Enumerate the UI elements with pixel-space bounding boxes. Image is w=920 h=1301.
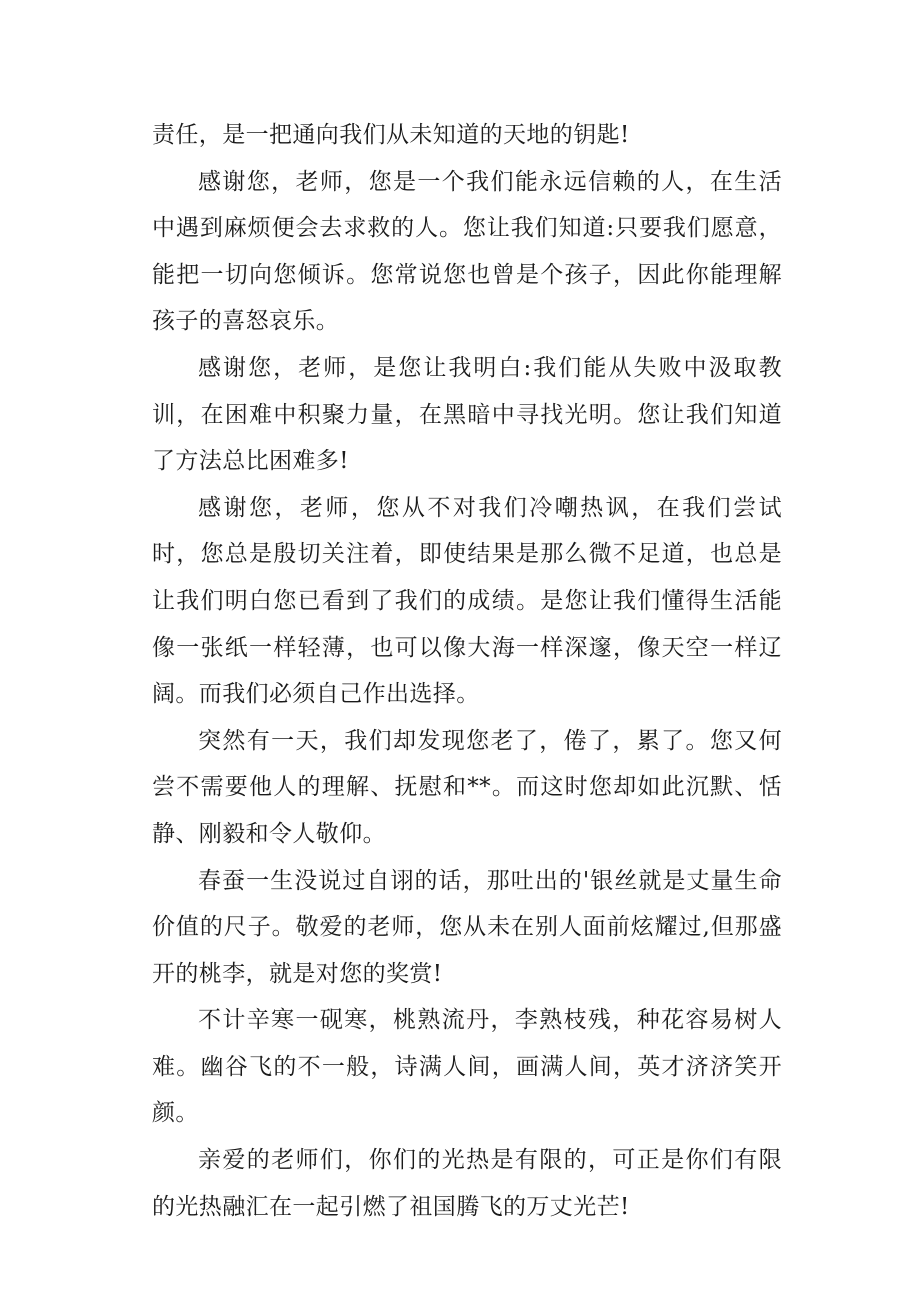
paragraph-6: 春蚕一生没说过自诩的话，那吐出的'银丝就是丈量生命价值的尺子。敬爱的老师，您从未在别人面前炫耀过,但那盛开的桃李，就是对您的奖赏!: [152, 867, 782, 987]
paragraph-4: 感谢您，老师，您从不对我们冷嘲热讽，在我们尝试时，您总是殷切关注着，即使结果是那么微不足道，也总是让我们明白您已看到了我们的成绩。是您让我们懂得生活能像一张纸一样轻薄，也可以像大海一样深邃，像天空一样辽阔。而我们必须自己作出选择。: [152, 494, 782, 708]
paragraph-5: 突然有一天，我们却发现您老了，倦了，累了。您又何尝不需要他人的理解、抚慰和**。而这时您却如此沉默、恬静、刚毅和令人敬仰。: [152, 727, 782, 847]
paragraph-1: 责任，是一把通向我们从未知道的天地的钥匙!: [152, 122, 630, 148]
paragraph-7: 不计辛寒一砚寒，桃熟流丹，李熟枝残，种花容易树人难。幽谷飞的不一般，诗满人间，画满人间，英才济济笑开颜。: [152, 1007, 782, 1127]
document-body: [152, 112, 782, 1230]
paragraph-2: 感谢您，老师，您是一个我们能永远信赖的人，在生活中遇到麻烦便会去求救的人。您让我们知道:只要我们愿意，能把一切向您倾诉。您常说您也曾是个孩子，因此你能理解孩子的喜怒哀乐。: [152, 168, 782, 335]
paragraph-3: 感谢您，老师，是您让我明白:我们能从失败中汲取教训，在困难中积聚力量，在黑暗中寻找光明。您让我们知道了方法总比困难多!: [152, 354, 782, 475]
paragraph-8: 亲爱的老师们，你们的光热是有限的，可正是你们有限的光热融汇在一起引燃了祖国腾飞的万丈光芒!: [152, 1147, 782, 1220]
